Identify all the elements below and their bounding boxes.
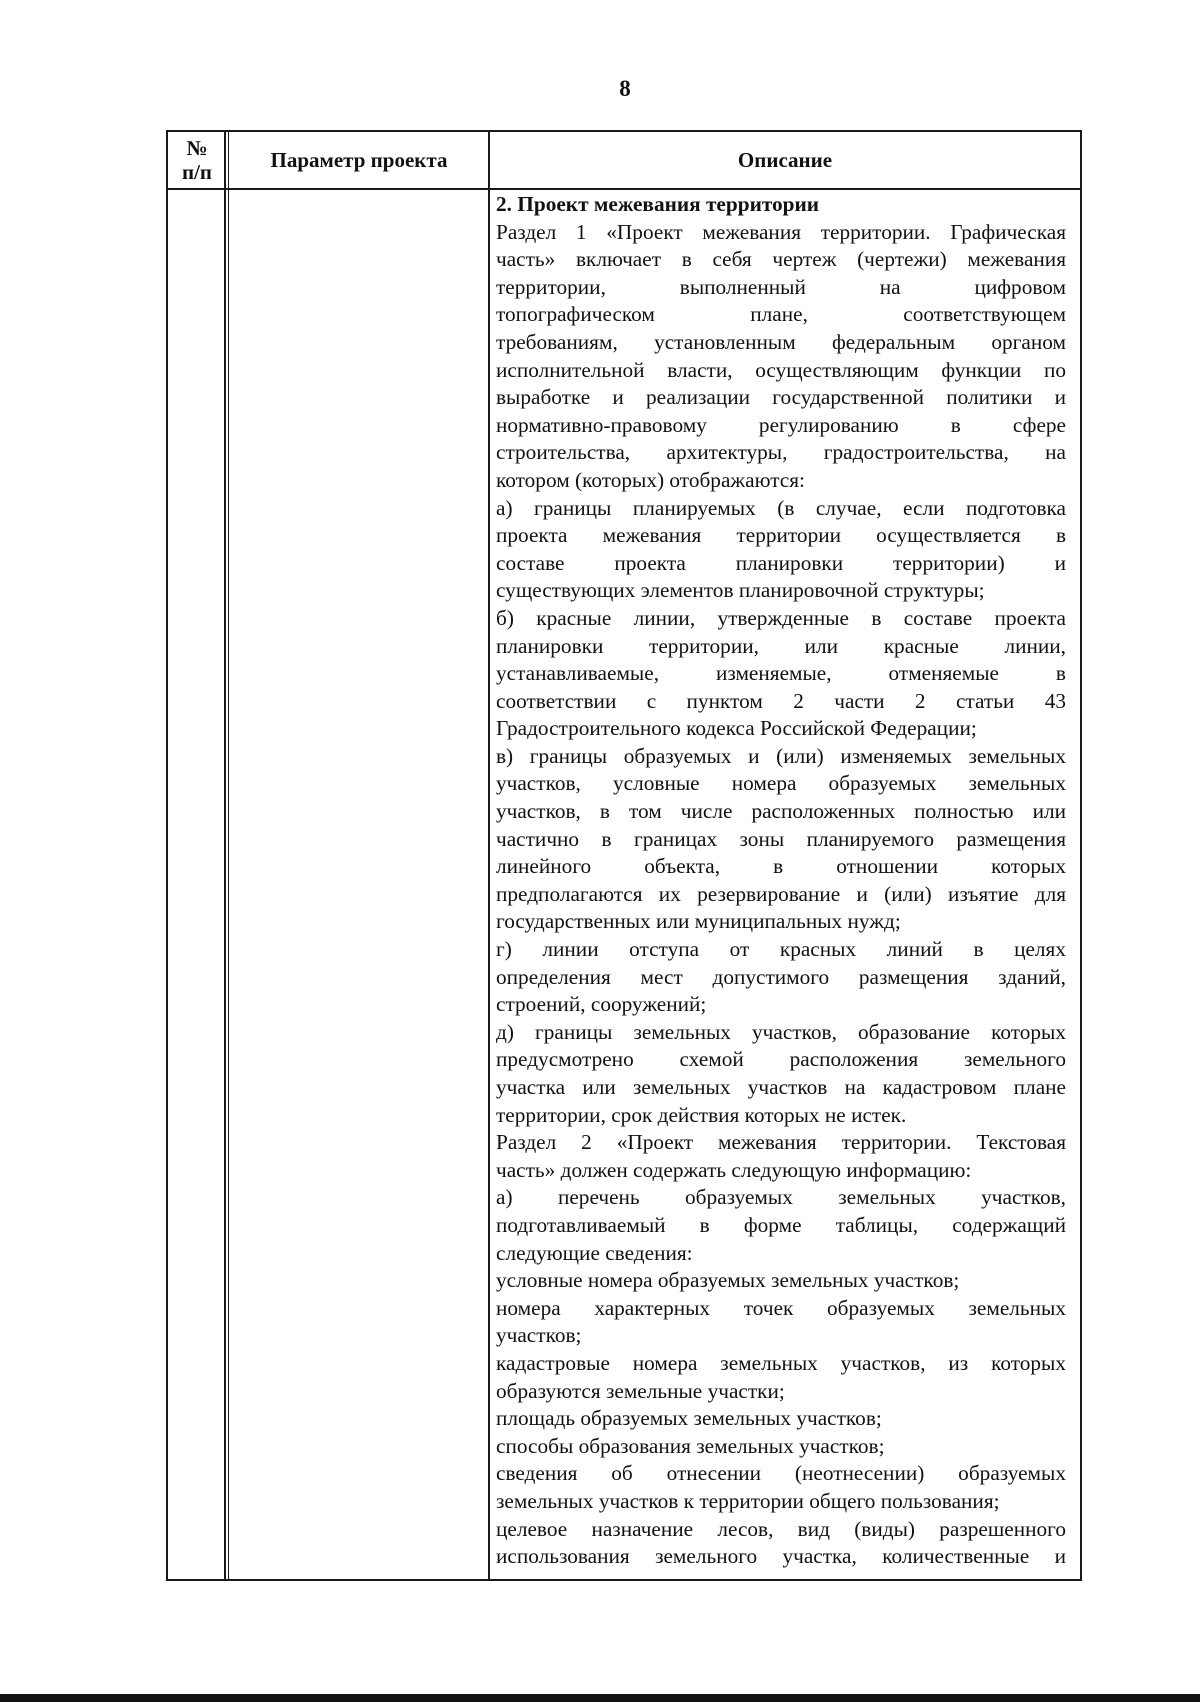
description-line: линейного объекта, в отношении которых <box>496 854 1066 879</box>
description-line: способы образования земельных участков; <box>496 1433 885 1458</box>
description-line: образуются земельные участки; <box>496 1378 785 1403</box>
description-line: г) линии отступа от красных линий в целях <box>496 937 1066 962</box>
description-line: составе проекта планировки территории) и <box>496 550 1066 575</box>
description-line: б) красные линии, утвержденные в составе проекта <box>496 605 1066 630</box>
description-line: устанавливаемые, изменяемые, отменяемые в <box>496 661 1066 686</box>
column-divider <box>228 132 229 1579</box>
header-description-label: Описание <box>737 148 833 172</box>
description-line: требованиям, установленным федеральным органом <box>496 329 1066 354</box>
description-line: земельных участков к территории общего пользования; <box>496 1488 1000 1513</box>
description-line: участков; <box>496 1323 582 1348</box>
description-line: подготавливаемый в форме таблицы, содержащий <box>496 1212 1066 1237</box>
header-number <box>168 132 226 188</box>
header-number-label: № п/п <box>181 136 213 184</box>
description-line: часть» включает в себя чертеж (чертежи) межевания <box>496 247 1066 272</box>
description-line: номера характерных точек образуемых земельных <box>496 1295 1066 1320</box>
description-line: котором (которых) отображаются: <box>496 467 805 492</box>
description-line: площадь образуемых земельных участков; <box>496 1406 882 1431</box>
scan-edge <box>0 1694 1200 1702</box>
description-line: определения мест допустимого размещения зданий, <box>496 964 1066 989</box>
header-parameter-label: Параметр проекта <box>270 148 448 172</box>
description-line: а) границы планируемых (в случае, если подготовка <box>496 495 1066 520</box>
description-line: территории, выполненный на цифровом <box>496 274 1066 299</box>
parameters-table <box>166 130 1082 1581</box>
description-line: проекта межевания территории осуществляется в <box>496 523 1066 548</box>
description-line: д) границы земельных участков, образование которых <box>496 1019 1066 1044</box>
description-line: Градостроительного кодекса Российской Федерации; <box>496 716 977 741</box>
description-line: выработке и реализации государственной политики и <box>496 385 1066 410</box>
page-number: 8 <box>619 76 631 101</box>
description-line: целевое назначение лесов, вид (виды) разрешенного <box>496 1516 1066 1541</box>
column-divider <box>224 132 226 1579</box>
description-line: использования земельного участка, количественные и <box>496 1544 1066 1569</box>
description-line: условные номера образуемых земельных участков; <box>496 1268 960 1293</box>
description-line: исполнительной власти, осуществляющим функции по <box>496 357 1066 382</box>
header-parameter <box>230 132 488 188</box>
description-line: 2. Проект межевания территории <box>496 192 820 216</box>
description-line: сведения об отнесении (неотнесении) образуемых <box>496 1461 1066 1486</box>
description-line: участка или земельных участков на кадастровом плане <box>496 1075 1066 1099</box>
description-line: часть» должен содержать следующую информацию: <box>496 1157 972 1182</box>
description-line: предусмотрено схемой расположения земельного <box>496 1047 1066 1072</box>
description-cell <box>496 191 1066 1571</box>
description-line: в) границы образуемых и (или) изменяемых земельных <box>496 743 1066 768</box>
description-line: территории, срок действия которых не истек. <box>496 1102 907 1127</box>
description-line: кадастровые номера земельных участков, из которых <box>496 1350 1066 1375</box>
description-line: строительства, архитектуры, градостроительства, на <box>496 440 1066 465</box>
description-line: частично в границах зоны планируемого размещения <box>496 826 1066 851</box>
description-line: участков, в том числе расположенных полностью или <box>496 799 1066 824</box>
header-divider <box>168 188 1080 190</box>
description-line: планировки территории, или красные линии, <box>496 633 1066 658</box>
description-line: строений, сооружений; <box>496 992 707 1017</box>
description-line: топографическом плане, соответствующем <box>496 302 1066 327</box>
description-line: предполагаются их резервирование и (или) изъятие для <box>496 881 1066 906</box>
description-line: следующие сведения: <box>496 1240 693 1265</box>
description-line: Раздел 2 «Проект межевания территории. Текстовая <box>496 1130 1066 1155</box>
header-description <box>490 132 1080 188</box>
description-line: участков, условные номера образуемых земельных <box>496 771 1066 796</box>
description-line: государственных или муниципальных нужд; <box>496 909 901 934</box>
description-line: соответствии с пунктом 2 части 2 статьи 43 <box>496 688 1066 713</box>
description-line: Раздел 1 «Проект межевания территории. Графическая <box>496 219 1066 244</box>
column-divider <box>488 132 490 1579</box>
description-line: нормативно-правовому регулированию в сфере <box>496 412 1066 437</box>
description-line: существующих элементов планировочной структуры; <box>496 578 985 603</box>
description-line: а) перечень образуемых земельных участков, <box>496 1185 1066 1210</box>
